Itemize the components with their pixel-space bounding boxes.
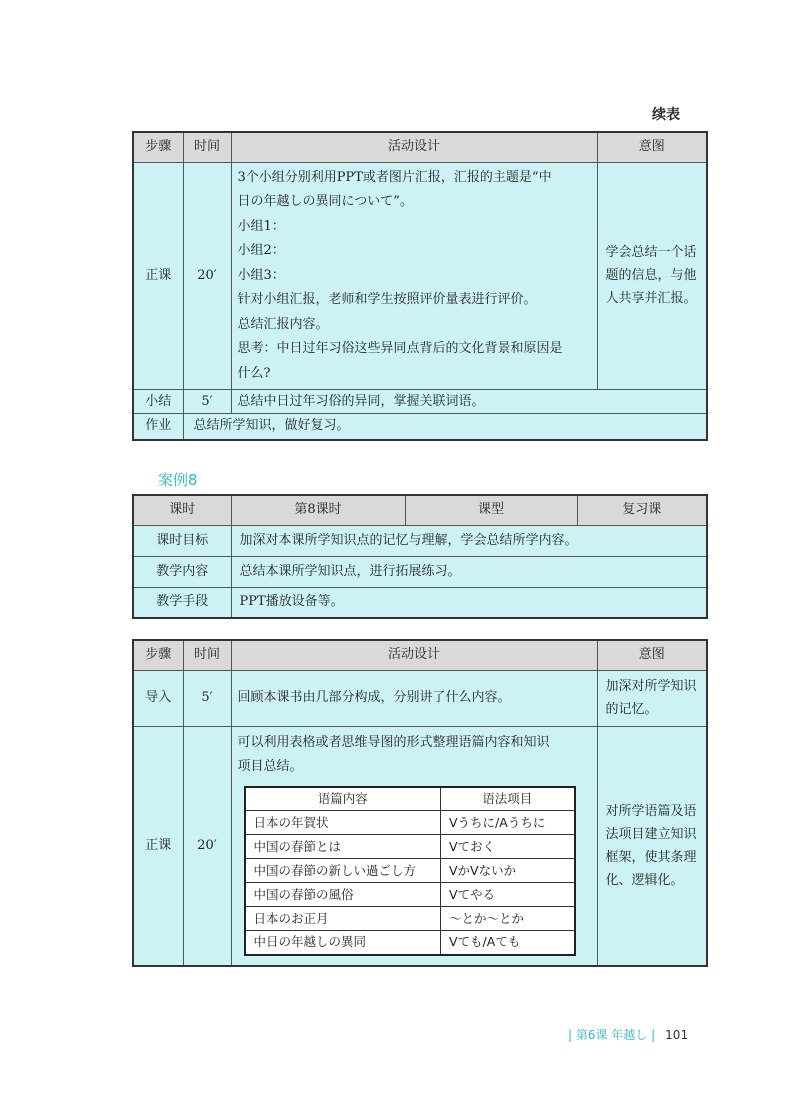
time-cell: 5′ [183, 670, 231, 726]
period-value: 第8课时 [231, 495, 405, 525]
step-cell: 作业 [133, 414, 183, 440]
row-label: 课时目标 [133, 525, 231, 556]
header-purpose: 意图 [597, 132, 707, 162]
header-activity: 活动设计 [231, 132, 597, 162]
purpose-cell: 加深对所学知识的记忆。 [597, 670, 707, 726]
inner-row [245, 907, 575, 931]
lesson-steps-table-continued [132, 131, 708, 441]
activity-cell [231, 162, 597, 390]
time-cell: 5′ [183, 390, 231, 414]
activity-line: 小组3： [237, 267, 285, 283]
inner-cell-grammar: Vておく [441, 835, 575, 859]
inner-row [245, 931, 575, 955]
table-row [133, 525, 707, 556]
inner-row [245, 811, 575, 835]
activity-line: 可以利用表格或者思维导图的形式整理语篇内容和知识 [237, 734, 550, 750]
row-value: 加深对本课所学知识点的记忆与理解，学会总结所学内容。 [231, 525, 707, 556]
table-header-row [133, 640, 707, 670]
header-time: 时间 [183, 640, 231, 670]
homework-cell: 总结所学知识，做好复习。 [183, 414, 707, 440]
inner-row [245, 859, 575, 883]
page-number: 101 [665, 1028, 689, 1042]
row-label: 教学手段 [133, 587, 231, 618]
activity-line: 3个小组分别利用PPT或者图片汇报，汇报的主题是“中 [237, 169, 552, 185]
lesson-steps-table [132, 639, 708, 967]
activity-line: 总结汇报内容。 [237, 316, 329, 332]
table-header-row [133, 132, 707, 162]
row-value: PPT播放设备等。 [231, 587, 707, 618]
activity-cell [231, 726, 597, 966]
activity-line: 思考：中日过年习俗这些异同点背后的文化背景和原因是 [237, 341, 563, 356]
continued-label: 续表 [652, 107, 680, 123]
inner-cell-grammar: Vてやる [441, 883, 575, 907]
time-cell: 20′ [183, 162, 231, 390]
row-label: 教学内容 [133, 556, 231, 587]
activity-cell: 回顾本课书由几部分构成，分别讲了什么内容。 [231, 670, 597, 726]
table-header-row [133, 495, 707, 525]
purpose-cell: 对所学语篇及语法项目建立知识框架，使其条理化、逻辑化。 [597, 726, 707, 966]
lesson-info-table [132, 494, 708, 619]
summary-inner-table [244, 786, 576, 956]
table-row [133, 162, 707, 390]
type-label: 课型 [405, 495, 577, 525]
inner-cell-text: 中日の年越しの異同 [245, 931, 441, 955]
activity-line: 针对小组汇报，老师和学生按照评价量表进行评价。 [237, 292, 537, 307]
step-cell: 正课 [133, 162, 183, 390]
inner-cell-grammar: VかVないか [441, 859, 575, 883]
time-cell: 20′ [183, 726, 231, 966]
type-value: 复习课 [577, 495, 707, 525]
page-footer [568, 1026, 688, 1043]
table-row [133, 670, 707, 726]
inner-header-text: 语篇内容 [245, 787, 441, 811]
inner-cell-grammar: Vうちに/Aうちに [441, 811, 575, 835]
table-row [133, 390, 707, 414]
activity-line: 项目总结。 [237, 759, 303, 774]
inner-cell-grammar: Vても/Aても [441, 931, 575, 955]
inner-row [245, 883, 575, 907]
activity-line: 小组1： [237, 218, 285, 234]
inner-cell-text: 中国の春節の風俗 [245, 883, 441, 907]
purpose-cell: 学会总结一个话题的信息，与他人共享并汇报。 [597, 162, 707, 390]
inner-cell-grammar: ～とか～とか [441, 907, 575, 931]
inner-header-row [245, 787, 575, 811]
step-cell: 导入 [133, 670, 183, 726]
step-cell: 正课 [133, 726, 183, 966]
inner-row [245, 835, 575, 859]
activity-line: 什么? [237, 365, 271, 381]
table-row [133, 587, 707, 618]
activity-line: 小组2： [237, 243, 285, 258]
summary-cell: 总结中日过年习俗的异同，掌握关联词语。 [231, 390, 707, 414]
header-time: 时间 [183, 132, 231, 162]
inner-cell-text: 中国の春節の新しい過ごし方 [245, 859, 441, 883]
header-purpose: 意图 [597, 640, 707, 670]
activity-line: 日の年越しの異同について”。 [237, 194, 413, 209]
period-label: 课时 [133, 495, 231, 525]
inner-cell-text: 日本の年賀状 [245, 811, 441, 835]
step-cell: 小结 [133, 390, 183, 414]
table-row [133, 414, 707, 440]
header-activity: 活动设计 [231, 640, 597, 670]
row-value: 总结本课所学知识点，进行拓展练习。 [231, 556, 707, 587]
table-row [133, 726, 707, 966]
footer-chapter: | 第6课 年越し | [568, 1028, 656, 1042]
inner-cell-text: 日本のお正月 [245, 907, 441, 931]
header-step: 步骤 [133, 132, 183, 162]
inner-cell-text: 中国の春節とは [245, 835, 441, 859]
header-step: 步骤 [133, 640, 183, 670]
table-row [133, 556, 707, 587]
inner-header-grammar: 语法项目 [441, 787, 575, 811]
case-title: 案例8 [158, 471, 198, 489]
